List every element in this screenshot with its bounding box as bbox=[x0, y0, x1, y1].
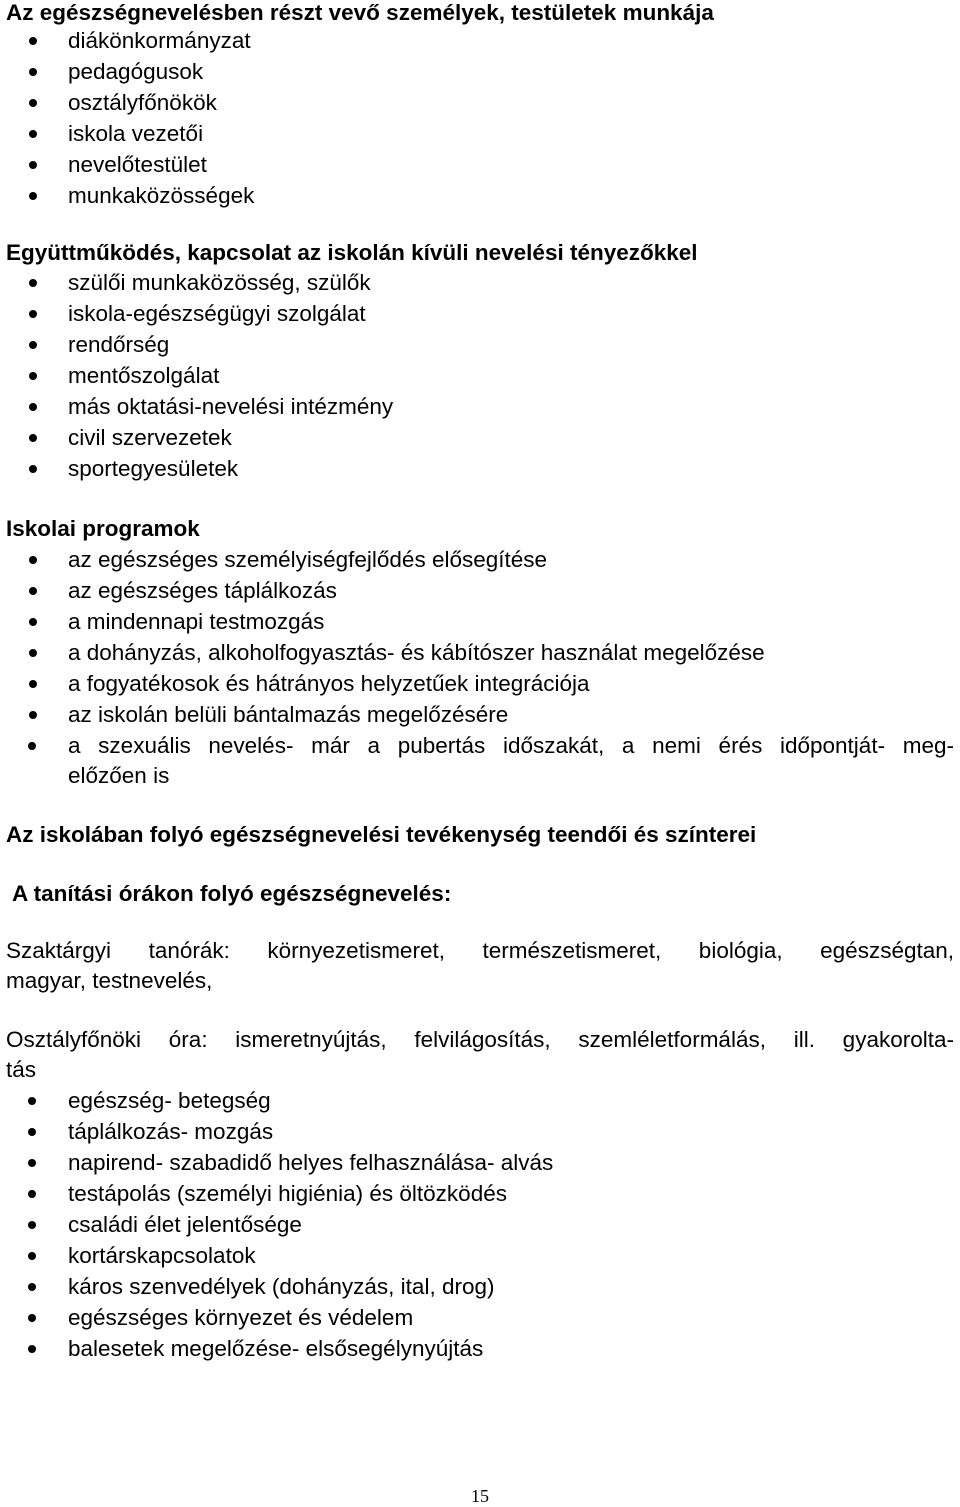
bullet-icon bbox=[29, 279, 37, 287]
bullet-icon bbox=[28, 1252, 36, 1260]
bullet-icon bbox=[29, 465, 37, 473]
paragraph-line: Szaktárgyi tanórák: környezetismeret, természetismeret, biológia, egészségtan, bbox=[6, 938, 954, 963]
bullet-icon bbox=[29, 680, 37, 688]
paragraph-line: tás bbox=[6, 1057, 37, 1082]
bullet-icon bbox=[28, 1345, 36, 1353]
bullet-icon bbox=[29, 192, 37, 200]
bullet-icon bbox=[29, 68, 37, 76]
bullet-icon bbox=[29, 587, 37, 595]
bullet-icon bbox=[28, 1159, 36, 1167]
bullet-icon bbox=[28, 1221, 36, 1229]
bullet-icon bbox=[29, 341, 37, 349]
bullet-icon bbox=[29, 649, 37, 657]
paragraph-line: Osztályfőnöki óra: ismeretnyújtás, felvilágosítás, szemléletformálás, ill. gyakorolta- bbox=[6, 1027, 954, 1052]
page-number: 15 bbox=[471, 1486, 489, 1506]
list-item-line: előzően is bbox=[68, 763, 170, 788]
subheading-lessons: A tanítási órákon folyó egészségnevelés: bbox=[12, 881, 452, 906]
bullet-icon bbox=[29, 310, 37, 318]
section-heading-school-programs: Iskolai programok bbox=[6, 516, 200, 541]
bullet-icon bbox=[29, 434, 37, 442]
list-item-multiline bbox=[0, 733, 960, 795]
bullet-icon bbox=[28, 1097, 36, 1105]
bullet-icon bbox=[29, 99, 37, 107]
bullet-icon bbox=[29, 556, 37, 564]
bullet-icon bbox=[28, 1314, 36, 1322]
bullet-icon bbox=[29, 618, 37, 626]
section-heading-cooperation: Együttműködés, kapcsolat az iskolán kívüli nevelési tényezőkkel bbox=[6, 240, 698, 265]
section-heading-activities: Az iskolában folyó egészségnevelési tevékenység teendői és színterei bbox=[6, 822, 757, 847]
bullet-icon bbox=[28, 1128, 36, 1136]
bullet-icon bbox=[29, 403, 37, 411]
bullet-icon bbox=[29, 711, 37, 719]
bullet-icon bbox=[28, 742, 36, 750]
bullet-icon bbox=[29, 372, 37, 380]
paragraph-form-tutor-class bbox=[6, 1025, 954, 1085]
paragraph-subject-lessons bbox=[6, 936, 954, 996]
bullet-icon bbox=[29, 161, 37, 169]
section-heading-participants: Az egészségnevelésben részt vevő személyek, testületek munkája bbox=[6, 0, 714, 25]
bullet-icon bbox=[28, 1283, 36, 1291]
list-item-line: a szexuális nevelés- már a pubertás időszakát, a nemi érés időpontját- meg- bbox=[68, 733, 954, 758]
paragraph-line: magyar, testnevelés, bbox=[6, 968, 213, 993]
bullet-icon bbox=[28, 1190, 36, 1198]
bullet-icon bbox=[29, 37, 37, 45]
bullet-icon bbox=[29, 130, 37, 138]
